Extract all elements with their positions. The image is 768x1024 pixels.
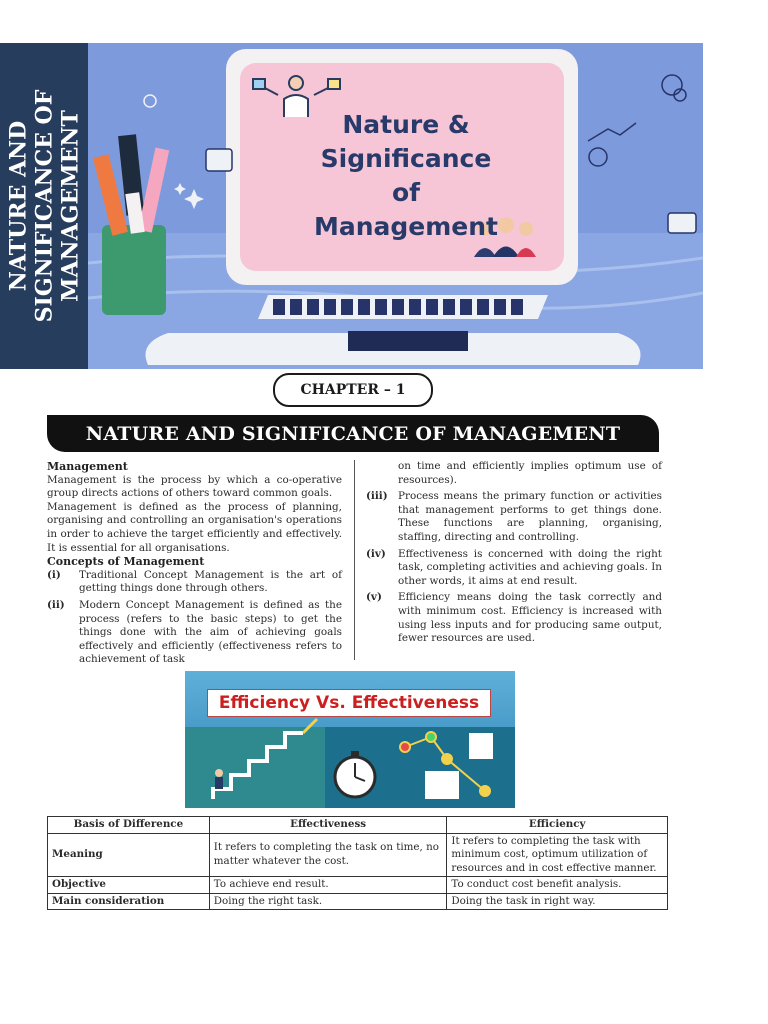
list-number: (iv) xyxy=(366,547,386,560)
paragraph: Management is the process by which a co-operative group directs actions of others toward common goals. xyxy=(47,473,342,500)
picture-title: Efficiency Vs. Effectiveness xyxy=(207,689,491,717)
table-cell: To achieve end result. xyxy=(209,877,447,894)
table-cell: Objective xyxy=(48,877,210,894)
side-title-strip xyxy=(0,43,88,369)
list-text: Traditional Concept Management is the art of getting things done through others. xyxy=(79,568,342,595)
calendar-icon xyxy=(206,149,232,171)
comparison-table xyxy=(47,816,668,910)
section-heading: Management xyxy=(47,460,128,473)
side-title xyxy=(5,90,83,323)
list-number: (v) xyxy=(366,591,382,604)
list-number: (ii) xyxy=(47,598,65,611)
column-divider xyxy=(354,460,355,660)
list-text: Modern Concept Management is defined as the process (refers to the basic steps) to get the things done with the aim of achieving goals effectively and efficiently (effectiveness refers to achievement of task xyxy=(79,598,342,666)
table-cell: Main consideration xyxy=(48,893,210,910)
list-item xyxy=(47,599,342,667)
list-number: (iii) xyxy=(366,490,388,503)
table-cell: Doing the task in right way. xyxy=(447,893,668,910)
document-icon xyxy=(425,771,459,799)
cover-banner xyxy=(0,43,703,369)
laptop-title-line: Management xyxy=(313,212,499,241)
table-cell: It refers to completing the task with minimum cost, optimum utilization of resources and in cost effective manner. xyxy=(447,833,668,877)
table-header-row xyxy=(48,817,668,834)
continued-text: on time and efficiently implies optimum use of resources). xyxy=(398,460,662,486)
side-title-line: MANAGEMENT xyxy=(57,110,83,302)
chapter-label: CHAPTER – 1 xyxy=(273,373,433,407)
briefcase-icon xyxy=(668,213,696,233)
list-item xyxy=(366,591,662,645)
table-header: Effectiveness xyxy=(209,817,447,834)
laptop-title-line: Significance of xyxy=(320,144,492,207)
laptop-illustration xyxy=(88,43,703,369)
table-cell: It refers to completing the task on time, no matter whatever the cost. xyxy=(209,833,447,877)
report-icon xyxy=(469,733,493,759)
laptop-title-line: Nature & xyxy=(342,110,470,139)
section-heading: Concepts of Management xyxy=(47,555,205,569)
list-item xyxy=(47,569,342,596)
list-number: (i) xyxy=(47,568,61,581)
side-title-line: SIGNIFICANCE OF xyxy=(31,89,57,323)
table-row xyxy=(48,877,668,894)
list-text: Efficiency means doing the task correctly and with minimum cost. Efficiency is increased with using less inputs and for producing same output, fewer resources are used. xyxy=(398,591,662,645)
list-item xyxy=(366,548,662,589)
left-column xyxy=(47,460,342,670)
laptop-screen-title xyxy=(306,108,506,244)
efficiency-vs-effectiveness-image xyxy=(185,671,515,808)
list-text: Effectiveness is concerned with doing the right task, completing activities and achieving goals. In other words, it aims at end result. xyxy=(398,547,662,587)
table-cell: Meaning xyxy=(48,833,210,877)
list-item xyxy=(366,490,662,544)
table-row xyxy=(48,833,668,877)
list-text: Process means the primary function or activities that management performs to get things done. These functions are planning, organising, staffing, directing and controlling. xyxy=(398,490,662,543)
keyboard-icon xyxy=(258,295,548,319)
table-cell: To conduct cost benefit analysis. xyxy=(447,877,668,894)
table-row xyxy=(48,893,668,910)
table-cell: Doing the right task. xyxy=(209,893,447,910)
table-header: Efficiency xyxy=(447,817,668,834)
paragraph: Management is defined as the process of planning, organising and controlling an organisation's operations in order to achieve the target efficiently and effectively. It is essential for all organisations. xyxy=(47,500,342,554)
table-header: Basis of Difference xyxy=(48,817,210,834)
main-title: NATURE AND SIGNIFICANCE OF MANAGEMENT xyxy=(47,415,659,452)
side-title-line: NATURE AND xyxy=(5,120,31,292)
right-column xyxy=(366,460,662,649)
